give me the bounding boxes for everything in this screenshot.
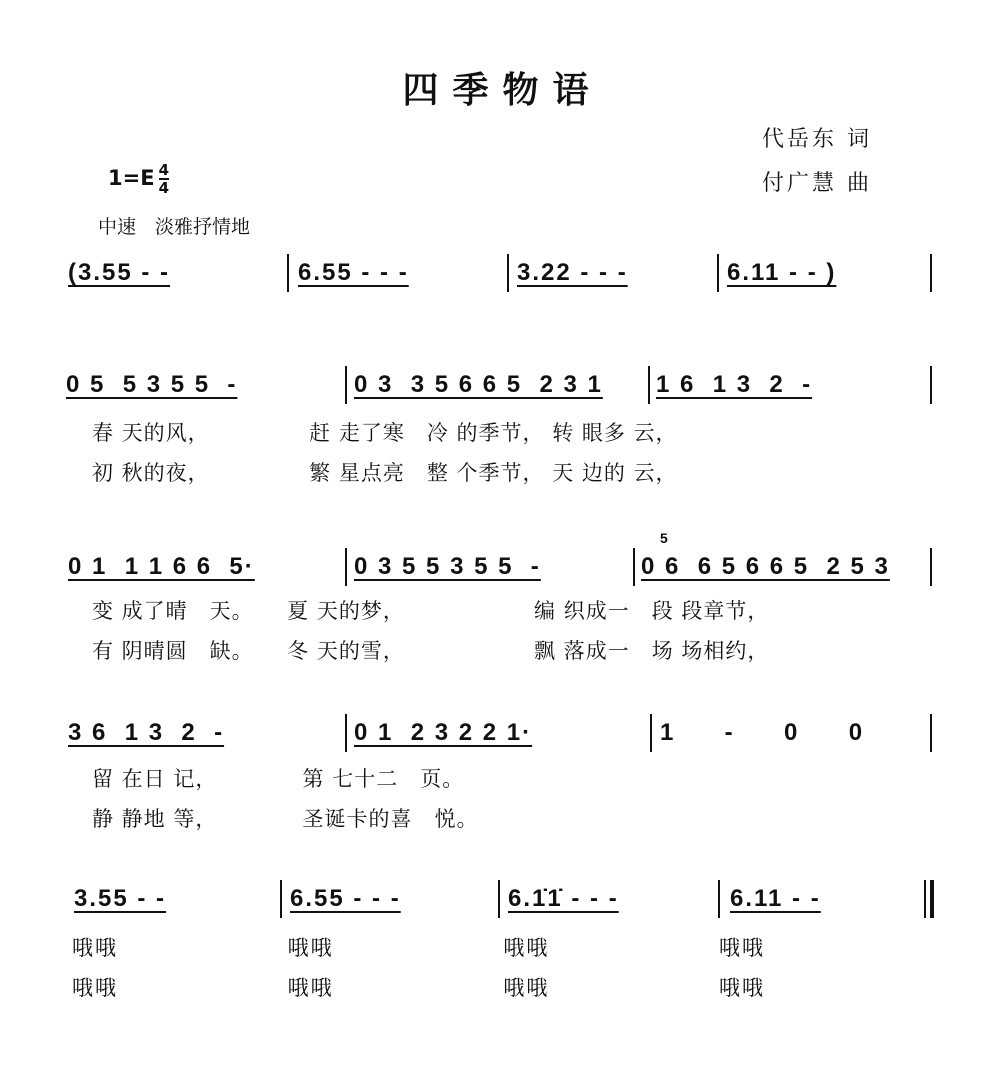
bar-line: [633, 548, 635, 586]
measure: 6.11 - -: [730, 885, 821, 912]
bar-line: [648, 366, 650, 404]
measure: (3.55 - -: [68, 259, 171, 286]
measure: 0 3 3 5 6 6 5 2 3 1: [354, 371, 603, 398]
bar-line: [717, 254, 719, 292]
measure: 0 3 5 5 3 5 5 -: [354, 553, 541, 580]
measure: 3.55 - -: [74, 885, 167, 912]
bar-line: [930, 254, 932, 292]
measure: 6.1̇1̇ - - -: [508, 885, 619, 912]
measure: 1 - 0 0: [660, 719, 865, 746]
time-signature: [159, 162, 169, 196]
song-title: 四季物语: [402, 69, 603, 111]
bar-line: [930, 714, 932, 752]
staff-line-3: [0, 530, 1005, 592]
lyrics-verse-2: 初 秋的夜， 繁 星点亮 整 个季节， 天 边的 云，: [92, 461, 678, 485]
measure: 6.11 - - ): [727, 259, 837, 286]
measure: 3 6 1 3 2 -: [68, 719, 225, 746]
key-signature: [108, 162, 169, 196]
measure: 6.55 - - -: [290, 885, 401, 912]
lyrics-verse-2: 有 阴晴圆 缺。 冬 天的雪， 飘 落成一 场 场相约，: [92, 639, 770, 663]
bar-line: [498, 880, 500, 918]
measure: 3.22 - - -: [517, 259, 628, 286]
bar-line: [507, 254, 509, 292]
staff-line-4: [0, 718, 1005, 758]
measure: 0 1 1 1 6 6 5·: [68, 553, 255, 580]
lyrics-verse-1: 春 天的风， 赶 走了寒 冷 的季节， 转 眼多 云，: [92, 421, 678, 445]
bar-line: [345, 548, 347, 586]
measure: 6.55 - - -: [298, 259, 409, 286]
bar-line: [718, 880, 720, 918]
measure: 1 6 1 3 2 -: [656, 371, 813, 398]
lyrics-verse-2: 哦哦 哦哦 哦哦 哦哦: [72, 976, 766, 1000]
grace-note: 5: [660, 530, 670, 546]
lyricist-credit: 代岳东 词: [762, 127, 872, 152]
measure: 0 6 6 5 6 6 5 2 5 3: [641, 553, 890, 580]
lyrics-verse-1: 留 在日 记， 第 七十二 页。: [92, 767, 465, 791]
bar-line: [345, 714, 347, 752]
bar-line: [930, 366, 932, 404]
bar-line: [924, 880, 926, 918]
bar-line: [650, 714, 652, 752]
tempo-marking: 中速 淡雅抒情地: [98, 216, 251, 238]
staff-line-2: [0, 370, 1005, 410]
composer-credit: 付广慧 曲: [762, 171, 872, 196]
lyrics-verse-2: 静 静地 等， 圣诞卡的喜 悦。: [92, 807, 479, 831]
bar-line: [280, 880, 282, 918]
bar-line: [287, 254, 289, 292]
staff-line-1: [0, 258, 1005, 298]
lyrics-verse-1: 哦哦 哦哦 哦哦 哦哦: [72, 936, 766, 960]
time-numerator: 4: [158, 161, 169, 179]
measure: 0 1 2 3 2 2 1·: [354, 719, 533, 746]
key-label: 1=E: [108, 166, 155, 190]
final-bar-line: [930, 880, 934, 918]
time-denominator: 4: [158, 179, 169, 197]
bar-line: [345, 366, 347, 404]
bar-line: [930, 548, 932, 586]
lyrics-verse-1: 变 成了晴 天。 夏 天的梦， 编 织成一 段 段章节，: [92, 599, 770, 623]
measure: 0 5 5 3 5 5 -: [66, 371, 238, 398]
staff-line-5: [0, 884, 1005, 924]
